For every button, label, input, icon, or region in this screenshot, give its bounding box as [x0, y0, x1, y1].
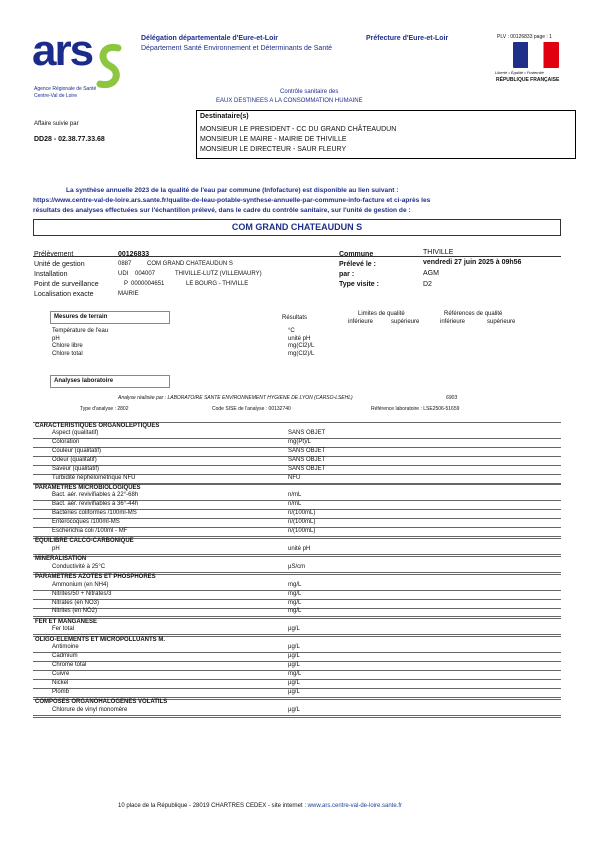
destinataires-label: Destinataire(s) [200, 113, 249, 120]
logo-text: ars [32, 26, 93, 75]
unit-title: COM GRAND CHATEAUDUN S [231, 222, 363, 232]
param-name: Aspect (qualitatif) [52, 430, 99, 436]
param-name: Nitrites (en NO2) [52, 608, 98, 615]
param-name: Chlorure de vinyl monomère [52, 706, 128, 713]
param-unit: mg/L [288, 590, 302, 597]
param-name: Bact. aér. revivifiables à 22°-68h [52, 492, 139, 499]
param-unit: mg(Cl2)/L [288, 343, 315, 350]
param-name: Antimoine [52, 644, 79, 651]
labo-sise: Code SISE de l'analyse : 00132740 [212, 406, 291, 412]
col-limites-sup: supérieure [391, 319, 420, 325]
intro-line-3: résultats des analyses effectuées sur l'échantillon prélevé, dans le cadre du contrôle sanitaire, sur l'unité de gestion de : [33, 207, 411, 214]
logo-sub1: Agence Régionale de Santé [34, 86, 97, 92]
param-unit: µg/L [288, 644, 300, 651]
param-unit: mg/L [288, 670, 302, 677]
row-divider [33, 554, 561, 555]
param-unit: NFU [288, 474, 301, 481]
republique-logo [495, 42, 567, 88]
labo-label: Analyses laboratoire [54, 378, 114, 384]
row-divider [33, 634, 561, 635]
param-name: Couleur (qualitatif) [52, 447, 102, 454]
preleve-value: vendredi 27 juin 2025 à 09h56 [423, 259, 522, 266]
point-num: 0000004651 [131, 281, 165, 287]
param-name: Nickel [52, 679, 69, 686]
row-divider [33, 717, 561, 718]
footer-address: 10 place de la République - 28019 CHARTRES CEDEX - site internet : [118, 803, 308, 809]
param-unit: mg/L [288, 599, 302, 606]
unite-label: Unité de gestion [34, 261, 85, 268]
labo-type: Type d'analyse : 2802 [80, 406, 129, 412]
unit-title-box [33, 219, 561, 236]
par-value: AGM [423, 270, 439, 277]
section-title: PARAMETRES MICROBIOLOGIQUES [35, 484, 141, 491]
controle-title: Contrôle sanitaire des [280, 89, 339, 95]
row-divider [33, 715, 561, 716]
col-limites-inf: inférieure [348, 319, 374, 325]
destinataires-box [196, 110, 576, 159]
param-name: Température de l'eau [52, 328, 109, 334]
rf-motto: Liberté • Égalité • Fraternité [495, 70, 544, 75]
param-unit: SANS OBJET [288, 447, 326, 454]
param-unit: n/(100mL) [288, 510, 316, 517]
eaux-title: EAUX DESTINEES A LA CONSOMMATION HUMAINE [216, 98, 363, 104]
unite-value: COM GRAND CHATEAUDUN S [147, 261, 233, 267]
param-name: Turbidité néphélométrique NFU [52, 474, 136, 481]
param-name: Nitrates (en NO3) [52, 599, 100, 606]
type-label: Type visite : [339, 281, 379, 288]
point-label: Point de surveillance [34, 281, 99, 288]
labo-box [50, 375, 170, 388]
col-resultats: Résultats [282, 315, 308, 321]
param-unit: µg/L [288, 626, 300, 633]
commune-label: Commune [339, 251, 374, 258]
par-label: par : [339, 271, 355, 278]
affaire-value: DD28 - 02.38.77.33.68 [34, 136, 105, 143]
prefecture-title: Préfecture d'Eure-et-Loir [366, 35, 449, 42]
param-name: Cuivre [52, 670, 70, 677]
labo-ref: Référence laboratoire : LSE2506-51659 [371, 406, 460, 412]
param-name: Escherichia coli /100ml - MF [52, 528, 128, 534]
col-refs-inf: inférieure [440, 319, 466, 325]
installation-code: UDI [118, 271, 129, 277]
param-unit: n/mL [288, 492, 302, 499]
plv-reference: PLV : 00126833 page : 1 [497, 34, 552, 40]
param-name: Nitrites/50 + Nitrates/3 [52, 590, 112, 597]
param-name: Fer total [52, 626, 75, 633]
col-refs-sup: supérieure [487, 319, 516, 325]
param-unit: unité pH [288, 335, 311, 342]
param-unit: unité pH [288, 545, 311, 552]
logo-sub2: Centre-Val de Loire [34, 93, 77, 99]
param-unit: SANS OBJET [288, 465, 326, 472]
affaire-label: Affaire suivie par [34, 121, 79, 127]
logo-swirl-icon [94, 42, 124, 92]
param-name: Ammonium (en NH4) [52, 581, 109, 588]
row-divider [33, 697, 561, 698]
param-unit: mg/L [288, 581, 302, 588]
param-name: Bactéries coliformes /100ml-MS [52, 510, 137, 517]
param-unit: µg/L [288, 706, 300, 713]
row-divider [33, 556, 561, 557]
ars-logo [32, 26, 127, 104]
installation-value: THIVILLE-LUTZ (VILLEMAURY) [175, 271, 262, 277]
param-unit: SANS OBJET [288, 430, 326, 436]
section-title: EQUILIBRE CALCO-CARBONIQUE [35, 538, 134, 545]
marianne-icon [513, 42, 559, 68]
col-refs: Références de qualité [444, 311, 503, 317]
point-code: P [124, 281, 129, 287]
point-value: LE BOURG - THIVILLE [186, 281, 249, 287]
param-unit: n/(100mL) [288, 519, 316, 526]
param-name: Entérocoques /100ml-MS [52, 519, 120, 526]
intro-link[interactable]: https://www.centre-val-de-loire.ars.sante.fr/qualite-de-leau-potable-synthese-annuelle-par-commune-info-facture et ci-après les [33, 197, 431, 204]
terrain-box [50, 311, 170, 324]
param-name: Chlore total [52, 351, 83, 358]
commune-value: THIVILLE [423, 249, 454, 256]
col-limites: Limites de qualité [358, 311, 405, 317]
row-divider [33, 618, 561, 619]
param-unit: n/(100mL) [288, 528, 316, 534]
param-name: Chlore libre [52, 343, 83, 350]
param-name: Chrome total [52, 662, 87, 668]
section-title: FER ET MANGANESE [35, 618, 98, 625]
param-unit: °C [288, 328, 295, 334]
param-unit: µg/L [288, 662, 300, 668]
delegation-title: Délégation départementale d'Eure-et-Loir [141, 35, 279, 42]
section-title: PARAMETRES AZOTES ET PHOSPHORES [35, 574, 156, 581]
section-title: COMPOSES ORGANOHALOGENES VOLATILS [35, 699, 168, 706]
rf-name: RÉPUBLIQUE FRANÇAISE [496, 77, 560, 83]
param-unit: mg/L [288, 608, 302, 615]
installation-num: 004007 [135, 271, 156, 277]
footer [118, 803, 402, 809]
param-name: pH [52, 335, 60, 342]
labo-effectuee-code: 6903 [446, 395, 458, 401]
unite-code: 0887 [118, 261, 132, 267]
intro-line-1: La synthèse annuelle 2023 de la qualité de l'eau par commune (Infofacture) est disponible au lien suivant : [66, 187, 399, 194]
departement-title: Département Santé Environnement et Déterminants de Santé [141, 45, 333, 52]
param-unit: µS/cm [288, 563, 306, 570]
param-name: Plomb [52, 688, 70, 695]
param-unit: SANS OBJET [288, 456, 326, 463]
row-divider [33, 616, 561, 617]
section-title: MINERALISATION [35, 556, 87, 563]
row-divider [33, 483, 561, 484]
type-value: D2 [423, 281, 432, 288]
param-name: Odeur (qualitatif) [52, 456, 97, 463]
param-unit: n/mL [288, 501, 302, 508]
terrain-label: Mesures de terrain [54, 314, 108, 320]
labo-effectuee: Analyse réalisée par : LABORATOIRE SANTE ENVIRONNEMENT HYGIENE DE LYON (CARSO-LSEHL) [118, 395, 353, 401]
param-unit: mg(Cl2)/L [288, 351, 315, 358]
param-name: Conductivité à 25°C [52, 563, 106, 570]
installation-label: Installation [34, 271, 68, 278]
row-divider [33, 572, 561, 573]
preleve-label: Prélevé le : [339, 261, 376, 268]
section-title: CARACTERISTIQUES ORGANOLEPTIQUES [35, 422, 160, 429]
destinataire-2: MONSIEUR LE MAIRE - MAIRIE DE THIVILLE [200, 136, 347, 143]
prelevement-value: 00126833 [118, 251, 150, 258]
prelevement-label: Prélèvement [34, 251, 74, 258]
localisation-label: Localisation exacte [34, 291, 94, 298]
param-name: Cadmium [52, 653, 78, 660]
param-name: Coloration [52, 438, 80, 445]
footer-site-link[interactable]: www.ars.centre-val-de-loire.sante.fr [307, 803, 403, 809]
row-divider [33, 536, 561, 537]
destinataire-1: MONSIEUR LE PRESIDENT - CC DU GRAND CHÂTEAUDUN [200, 126, 397, 133]
param-unit: µg/L [288, 653, 300, 660]
param-unit: µg/L [288, 688, 300, 695]
param-name: Saveur (qualitatif) [52, 465, 100, 472]
section-title: OLIGO-ELEMENTS ET MICROPOLLUANTS M. [35, 636, 165, 643]
param-unit: µg/L [288, 679, 300, 686]
param-name: Bact. aér. revivifiables à 36°-44h [52, 501, 139, 508]
param-unit: mg(Pt)/L [288, 438, 312, 445]
localisation-value: MAIRIE [118, 291, 139, 297]
destinataire-3: MONSIEUR LE DIRECTEUR - SAUR FLEURY [200, 146, 347, 153]
param-name: pH [52, 545, 60, 552]
